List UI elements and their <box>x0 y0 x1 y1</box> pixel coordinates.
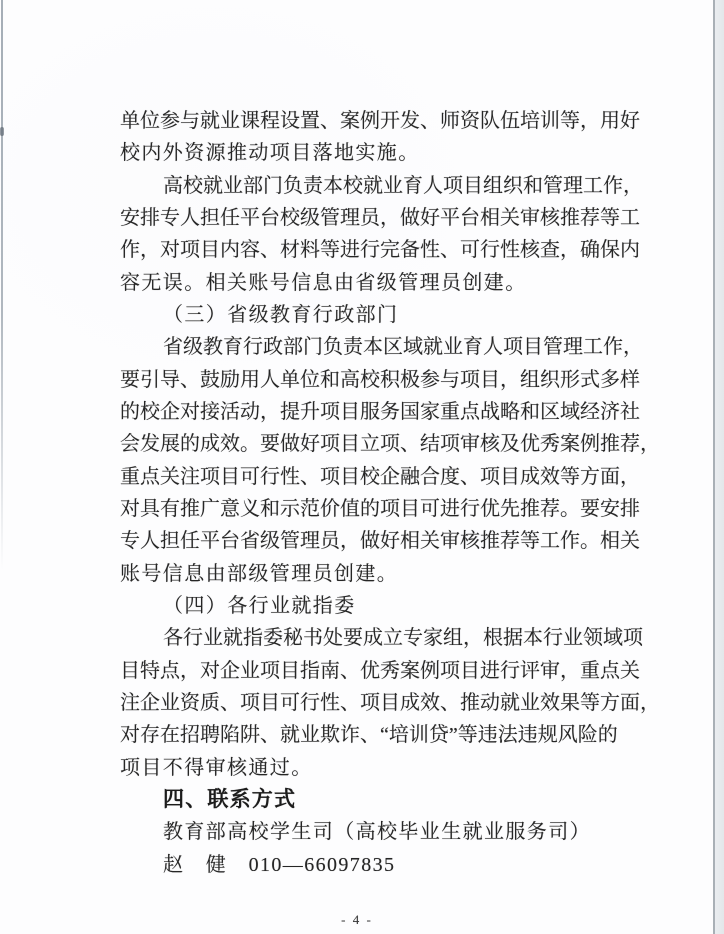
body-line: 对 存 在 招 聘 陷 阱 、 就 业 欺 诈 、 “ 培 训 贷 ” 等 违 法 违 规 风 险 的 <box>120 724 618 747</box>
body-line: 会 发 展 的 成 效 。 要 做 好 项 目 立 项 、 结 项 审 核 及 优 秀 案 例 推 荐 ， <box>120 433 660 456</box>
subsection-heading: （三）省级教育行政部门 <box>163 303 399 326</box>
scan-left-edge-blemish <box>0 127 4 136</box>
scan-right-edge-line <box>713 0 715 934</box>
document-text-block <box>120 105 660 881</box>
page-number: - 4 - <box>341 912 373 927</box>
section-heading: 四、联系方式 <box>163 787 297 811</box>
body-line: 要 引 导 、 鼓 励 用 人 单 位 和 高 校 积 极 参 与 项 目 ， 组 织 形 式 多 样 <box>120 368 640 391</box>
body-line: 校内外资源推动项目落地实施。 <box>120 142 420 165</box>
body-line: 高 校 就 业 部 门 负 责 本 校 就 业 育 人 项 目 组 织 和 管 理 工 作 ， <box>163 174 643 197</box>
scan-left-edge-line <box>1 0 3 570</box>
body-line: 专 人 担 任 平 台 省 级 管 理 员 ， 做 好 相 关 审 核 推 荐 等 工 作 。 相 关 <box>120 530 640 553</box>
body-line: 重 点 关 注 项 目 可 行 性 、 项 目 校 企 融 合 度 、 项 目 成 效 等 方 面 ， <box>120 465 640 488</box>
body-line: 单 位 参 与 就 业 课 程 设 置 、 案 例 开 发 、 师 资 队 伍 培 训 等 ， 用 好 <box>120 110 640 132</box>
body-line: 作 ， 对 项 目 内 容 、 材 料 等 进 行 完 备 性 、 可 行 性 核 查 ， 确 保 内 <box>120 239 640 262</box>
contact-line: 赵 健 010—66097835 <box>163 853 396 876</box>
body-line: 安 排 专 人 担 任 平 台 校 级 管 理 员 ， 做 好 平 台 相 关 审 核 推 荐 等 工 <box>120 206 640 229</box>
body-line: 省 级 教 育 行 政 部 门 负 责 本 区 域 就 业 育 人 项 目 管 理 工 作 ， <box>163 336 643 359</box>
contact-line: 教育部高校学生司（高校毕业生就业服务司） <box>163 821 591 844</box>
body-line: 注 企 业 资 质 、 项 目 可 行 性 、 项 目 成 效 、 推 动 就 业 效 果 等 方 面 ， <box>120 691 660 714</box>
body-line: 的 校 企 对 接 活 动 ， 提 升 项 目 服 务 国 家 重 点 战 略 和 区 域 经 济 社 <box>120 400 640 423</box>
body-line: 容无误。相关账号信息由省级管理员创建。 <box>120 271 527 294</box>
body-line: 项目不得审核通过。 <box>120 756 313 779</box>
scan-right-edge-strip <box>715 0 724 934</box>
body-line: 账号信息由部级管理员创建。 <box>120 562 399 585</box>
body-line: 对 具 有 推 广 意 义 和 示 范 价 值 的 项 目 可 进 行 优 先 推 荐 。 要 安 排 <box>120 497 640 520</box>
subsection-heading: （四）各行业就指委 <box>163 594 356 617</box>
body-line: 目 特 点 ， 对 企 业 项 目 指 南 、 优 秀 案 例 项 目 进 行 评 审 ， 重 点 关 <box>120 659 640 682</box>
body-line: 各 行 业 就 指 委 秘 书 处 要 成 立 专 家 组 ， 根 据 本 行 业 领 域 项 <box>163 627 643 650</box>
